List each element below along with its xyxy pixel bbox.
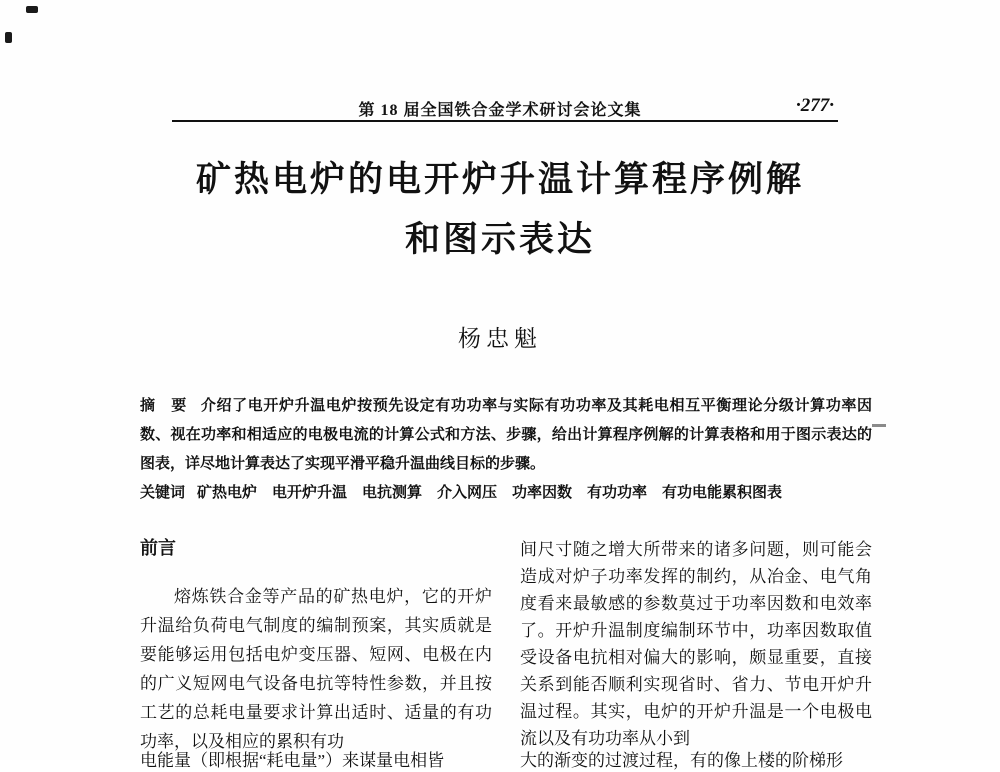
keywords-text: 矿热电炉 电开炉升温 电抗测算 介入网压 功率因数 有功功率 有功电能累积图表	[197, 485, 783, 501]
left-column	[140, 534, 492, 756]
scan-artifact	[872, 424, 886, 427]
paper-title-line1: 矿热电炉的电开炉升温计算程序例解	[195, 160, 804, 199]
scan-artifact	[5, 32, 12, 43]
left-column-paragraph: 熔炼铁合金等产品的矿热电炉，它的开炉升温给负荷电气制度的编制预案，其实质就是要能够运用包括电炉变压器、短网、电极在内的广义短网电气设备电抗等特性参数，并且按工艺的总耗电量要求计算出适时、适量的有功功率，以及相应的累积有功	[140, 587, 492, 751]
author-name: 杨忠魁	[458, 326, 542, 351]
right-column	[520, 536, 872, 752]
keywords-line	[140, 479, 872, 508]
page-number: ·277·	[796, 95, 834, 116]
paper-title-line2: 和图示表达	[404, 220, 595, 259]
abstract-paragraph	[140, 392, 872, 479]
proceedings-title: 第 18 届全国铁合金学术研讨会论文集	[358, 102, 642, 119]
abstract-label: 摘 要	[140, 398, 187, 414]
right-column-paragraph: 间尺寸随之增大所带来的诸多问题，则可能会造成对炉子功率发挥的制约，从冶金、电气角度看来最敏感的参数莫过于功率因数和电效率了。开炉升温制度编制环节中，功率因数取值受设备电抗相对偏大的影响，颇显重要，直接关系到能否顺利实现省时、省力、节电开炉升温过程。其实，电炉的开炉升温是一个电极电流以及有功功率从小到	[520, 540, 872, 748]
keywords-label: 关键词	[140, 485, 186, 501]
paper-title	[100, 150, 900, 270]
header-rule	[172, 120, 838, 122]
right-column-clipped-line: 大的渐变的过渡过程，有的像上楼的阶梯形	[520, 751, 843, 770]
section-heading-intro: 前言	[140, 538, 176, 558]
abstract-block	[140, 392, 872, 508]
abstract-text: 介绍了电开炉升温电炉按预先设定有功功率与实际有功功率及其耗电相互平衡理论分级计算功率因数、视在功率和相适应的电极电流的计算公式和方法、步骤，给出计算程序例解的计算表格和用于图示表达的图表，详尽地计算表达了实现平滑平稳升温曲线目标的步骤。	[140, 398, 872, 472]
scan-artifact	[26, 6, 38, 13]
left-column-clipped-line: 电能量（即根据“耗电量”）来谋量电相皆	[140, 751, 445, 770]
